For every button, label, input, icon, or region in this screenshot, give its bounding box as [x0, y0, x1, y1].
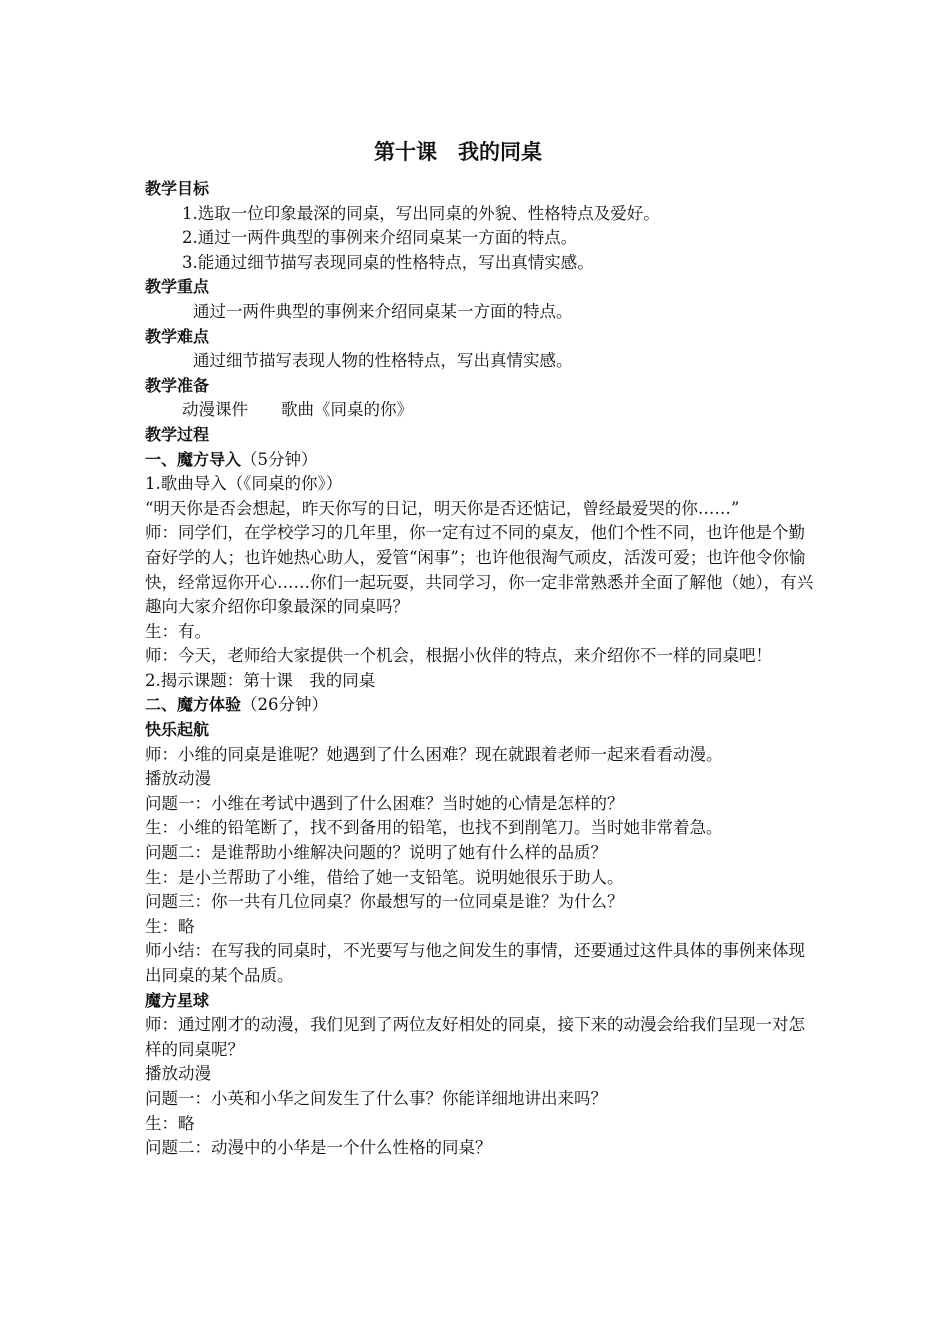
difficulty-heading: 教学难点 [145, 326, 210, 346]
paragraph: 问题一：小英和小华之间发生了什么事？你能详细地讲出来吗？ [145, 1088, 607, 1108]
document-body [145, 177, 815, 1161]
subsection-heading: 快乐起航 [145, 720, 210, 740]
paragraph: 问题二：动漫中的小华是一个什么性格的同桌？ [145, 1138, 492, 1158]
paragraph: 师：通过刚才的动漫，我们见到了两位友好相处的同桌，接下来的动漫会给我们呈现一对怎样的同桌呢？ [145, 1015, 805, 1059]
key-heading: 教学重点 [145, 277, 210, 297]
section1-title: 一、魔方导入 [145, 449, 242, 469]
goal-heading: 教学目标 [145, 179, 210, 198]
paragraph: “明天你是否会想起，昨天你写的日记，明天你是否还惦记，曾经最爱哭的你……” [145, 498, 740, 518]
paragraph: 师小结：在写我的同桌时，不光要写与他之间发生的事情，还要通过这件具体的事例来体现出同桌的某个品质。 [145, 941, 805, 985]
paragraph: 问题一：小维在考试中遇到了什么困难？当时她的心情是怎样的？ [145, 793, 624, 813]
paragraph: 问题二：是谁帮助小维解决问题的？说明了她有什么样的品质？ [145, 843, 607, 863]
prep-heading: 教学准备 [145, 375, 210, 395]
section1-time: （5分钟） [241, 449, 318, 469]
section1-heading [145, 448, 815, 473]
page-title: 第十课 我的同桌 [374, 140, 542, 164]
goal-item: 2.通过一两件典型的事例来介绍同桌某一方面的特点。 [182, 228, 578, 248]
paragraph: 2.揭示课题：第十课 我的同桌 [145, 670, 376, 690]
paragraph: 师：小维的同桌是谁呢？她遇到了什么困难？现在就跟着老师一起来看看动漫。 [145, 744, 723, 764]
paragraph: 师：同学们，在学校学习的几年里，你一定有过不同的桌友，他们个性不同，也许他是个勤奋好学的人；也许她热心助人，爱管“闲事”；也许他很淘气顽皮，活泼可爱；也许他令你愉快，经常逗你开心……你们一起玩耍，共同学习，你一定非常熟悉并全面了解他（她），有兴趣向大家介绍你印象最深的同桌吗？ [145, 523, 814, 617]
subsection-heading: 魔方星球 [145, 990, 210, 1010]
paragraph: 生：略 [145, 916, 195, 936]
paragraph: 生：略 [145, 1113, 195, 1133]
paragraph: 生：小维的铅笔断了，找不到备用的铅笔，也找不到削笔刀。当时她非常着急。 [145, 818, 723, 838]
section2-title: 二、魔方体验 [145, 695, 242, 715]
paragraph: 师：今天，老师给大家提供一个机会，根据小伙伴的特点，来介绍你不一样的同桌吧！ [145, 646, 772, 666]
section2-heading [145, 693, 815, 718]
paragraph: 播放动漫 [145, 769, 211, 789]
paragraph: 播放动漫 [145, 1064, 211, 1084]
goal-item: 3.能通过细节描写表现同桌的性格特点，写出真情实感。 [182, 252, 594, 272]
paragraph: 生：有。 [145, 621, 211, 641]
paragraph: 问题三：你一共有几位同桌？你最想写的一位同桌是谁？为什么？ [145, 892, 624, 912]
difficulty-text: 通过细节描写表现人物的性格特点，写出真情实感。 [193, 351, 573, 371]
paragraph: 生：是小兰帮助了小维，借给了她一支铅笔。说明她很乐于助人。 [145, 867, 624, 887]
section2-time: （26分钟） [241, 695, 329, 715]
paragraph: 1.歌曲导入（《同桌的你》） [145, 474, 343, 494]
prep-text: 动漫课件 歌曲《同桌的你》 [182, 400, 413, 420]
process-heading: 教学过程 [145, 424, 210, 444]
goal-item: 1.选取一位印象最深的同桌，写出同桌的外貌、性格特点及爱好。 [182, 203, 660, 223]
key-text: 通过一两件典型的事例来介绍同桌某一方面的特点。 [193, 301, 573, 321]
